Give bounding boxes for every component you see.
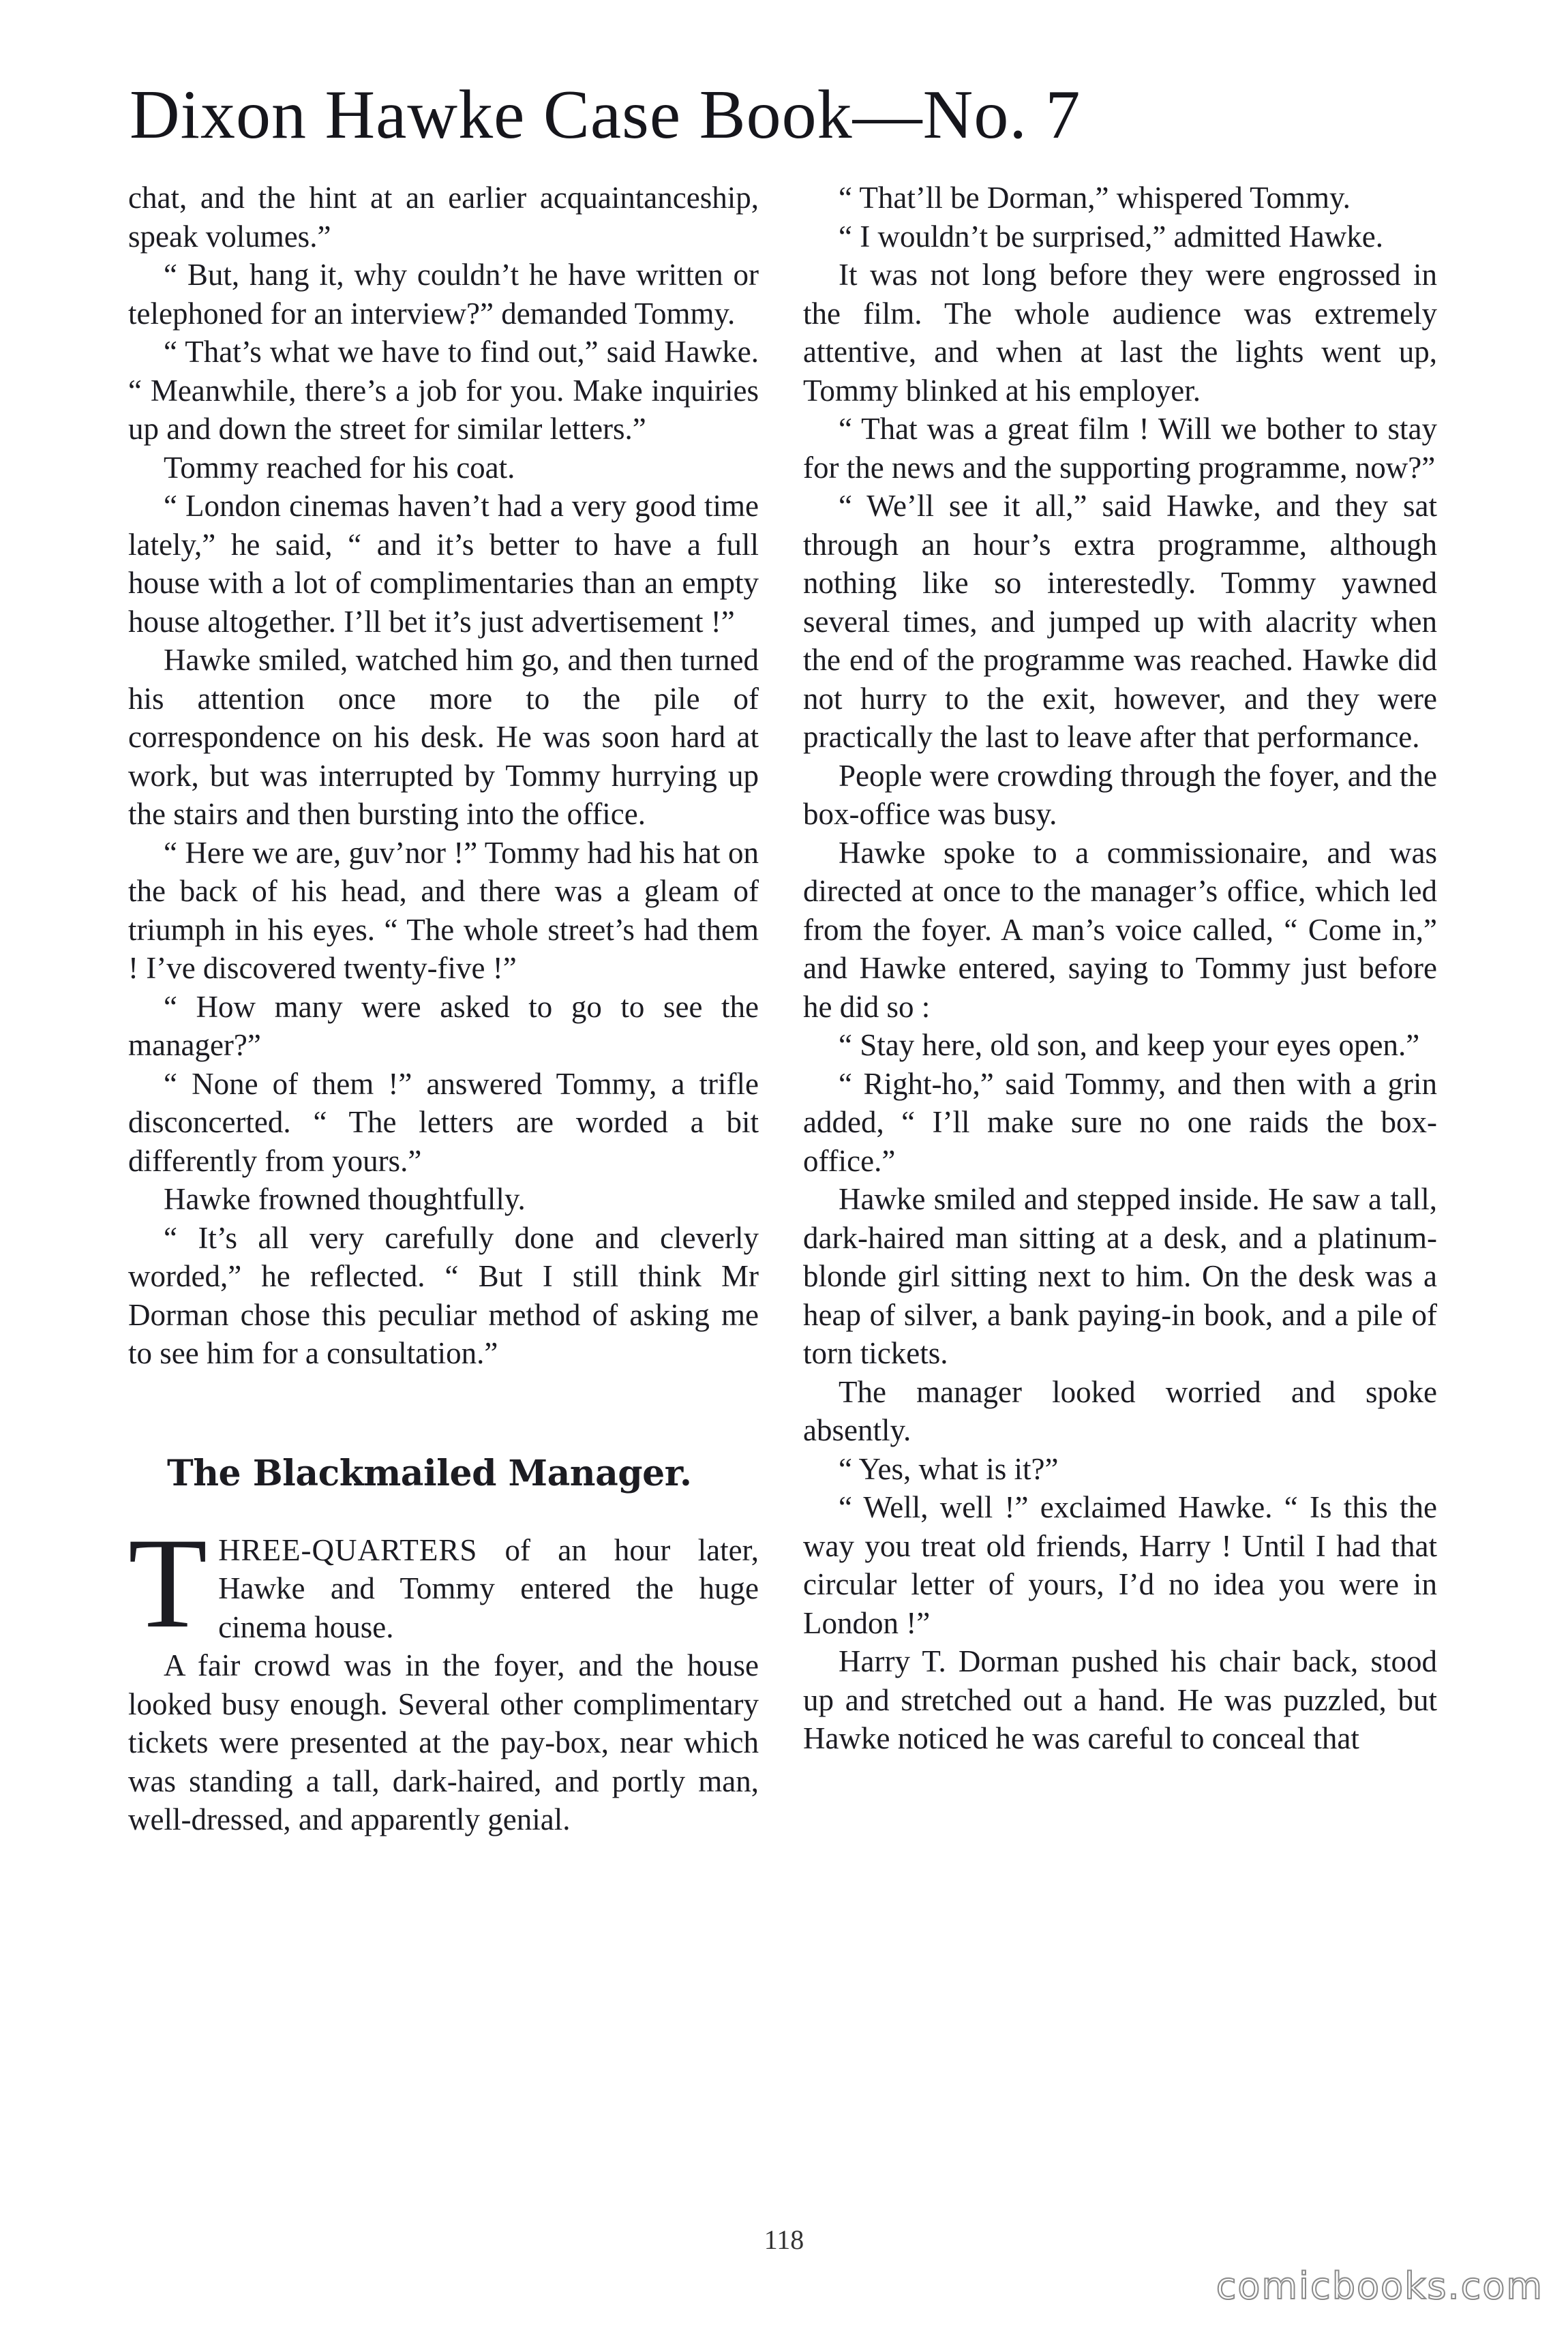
- right-column: [803, 179, 1437, 1758]
- page-number: 118: [764, 2224, 804, 2255]
- paragraph: “ Right-ho,” said Tommy, and then with a grin added, “ I’ll make sure no one raids the box-office.”: [803, 1066, 1437, 1178]
- paragraph: “ That’s what we have to find out,” said Hawke. “ Meanwhile, there’s a job for you. Make inquiries up and down the street for similar letters.”: [128, 335, 759, 446]
- paragraph: Hawke spoke to a commissionaire, and was directed at once to the manager’s office, which led from the foyer. A man’s voice called, “ Come in,” and Hawke entered, saying to Tommy just before he did so :: [803, 835, 1437, 1024]
- paragraph: chat, and the hint at an earlier acquaintanceship, speak volumes.”: [128, 181, 759, 254]
- drop-cap: T: [128, 1511, 208, 1655]
- small-caps-lead: HREE-QUARTERS: [218, 1532, 478, 1567]
- dropcap-paragraph-text: of an hour later, Hawke and Tommy entered the huge cinema house.: [218, 1532, 759, 1644]
- paragraph: Hawke smiled, watched him go, and then turned his attention once more to the pile of correspondence on his desk. He was soon hard at work, but was interrupted by Tommy hurrying up the stairs and then bursting into the office.: [128, 643, 759, 831]
- paragraph: “ We’ll see it all,” said Hawke, and they sat through an hour’s extra programme, although nothing like so interestedly. Tommy yawned several times, and jumped up with alacrity when the end of the programme was reached. Hawke did not hurry to the exit, however, and they were practically the last to leave after that performance.: [803, 489, 1437, 754]
- left-column: [128, 179, 759, 1839]
- dropcap-paragraph: [128, 1511, 759, 1655]
- paragraph: A fair crowd was in the foyer, and the house looked busy enough. Several other complimentary tickets were presented at the pay-box, near which was standing a tall, dark-haired, and portly man, well-dressed, and apparently genial.: [128, 1648, 759, 1836]
- paragraph: “ Well, well !” exclaimed Hawke. “ Is this the way you treat old friends, Harry ! Until I had that circular letter of yours, I’d no idea you were in London !”: [803, 1490, 1437, 1640]
- paragraph: “ But, hang it, why couldn’t he have written or telephoned for an interview?” demanded Tommy.: [128, 258, 759, 331]
- paragraph: Harry T. Dorman pushed his chair back, stood up and stretched out a hand. He was puzzled, but Hawke noticed he was careful to conceal that: [803, 1644, 1437, 1755]
- paragraph: “ I wouldn’t be surprised,” admitted Hawke.: [839, 219, 1383, 254]
- watermark-logo: comicbooks.com: [1216, 2265, 1543, 2308]
- paragraph: “ Yes, what is it?”: [839, 1451, 1059, 1486]
- paragraph: “ London cinemas haven’t had a very good time lately,” he said, “ and it’s better to have a full house with a lot of complimentaries than an empty house altogether. I’ll bet it’s just advertisement !”: [128, 489, 759, 639]
- paragraph: Hawke smiled and stepped inside. He saw a tall, dark-haired man sitting at a desk, and a platinum-blonde girl sitting next to him. On the desk was a heap of silver, a bank paying-in book, and a pile of torn tickets.: [803, 1182, 1437, 1370]
- section-heading: The Blackmailed Manager.: [167, 1452, 692, 1494]
- paragraph: It was not long before they were engrossed in the film. The whole audience was extremely attentive, and when at last the lights went up, Tommy blinked at his employer.: [803, 258, 1437, 408]
- paragraph: “ It’s all very carefully done and cleverly worded,” he reflected. “ But I still think Mr Dorman chose this peculiar method of asking me to see him for a consultation.”: [128, 1220, 759, 1370]
- paragraph: Hawke frowned thoughtfully.: [164, 1182, 526, 1216]
- paragraph: People were crowding through the foyer, and the box-office was busy.: [803, 758, 1437, 831]
- page-title: Dixon Hawke Case Book—No. 7: [130, 76, 1081, 153]
- paragraph: “ How many were asked to go to see the manager?”: [128, 989, 759, 1062]
- paragraph: The manager looked worried and spoke absently.: [803, 1374, 1437, 1447]
- paragraph: “ Here we are, guv’nor !” Tommy had his hat on the back of his head, and there was a gleam of triumph in his eyes. “ The whole street’s had them ! I’ve discovered twenty-five !”: [128, 835, 759, 985]
- paragraph: “ None of them !” answered Tommy, a trifle disconcerted. “ The letters are worded a bit differently from yours.”: [128, 1066, 759, 1178]
- paragraph: “ Stay here, old son, and keep your eyes open.”: [839, 1028, 1420, 1062]
- paragraph: Tommy reached for his coat.: [164, 450, 515, 485]
- paragraph: “ That’ll be Dorman,” whispered Tommy.: [839, 181, 1351, 215]
- paragraph: “ That was a great film ! Will we bother to stay for the news and the supporting programme, now?”: [803, 412, 1437, 485]
